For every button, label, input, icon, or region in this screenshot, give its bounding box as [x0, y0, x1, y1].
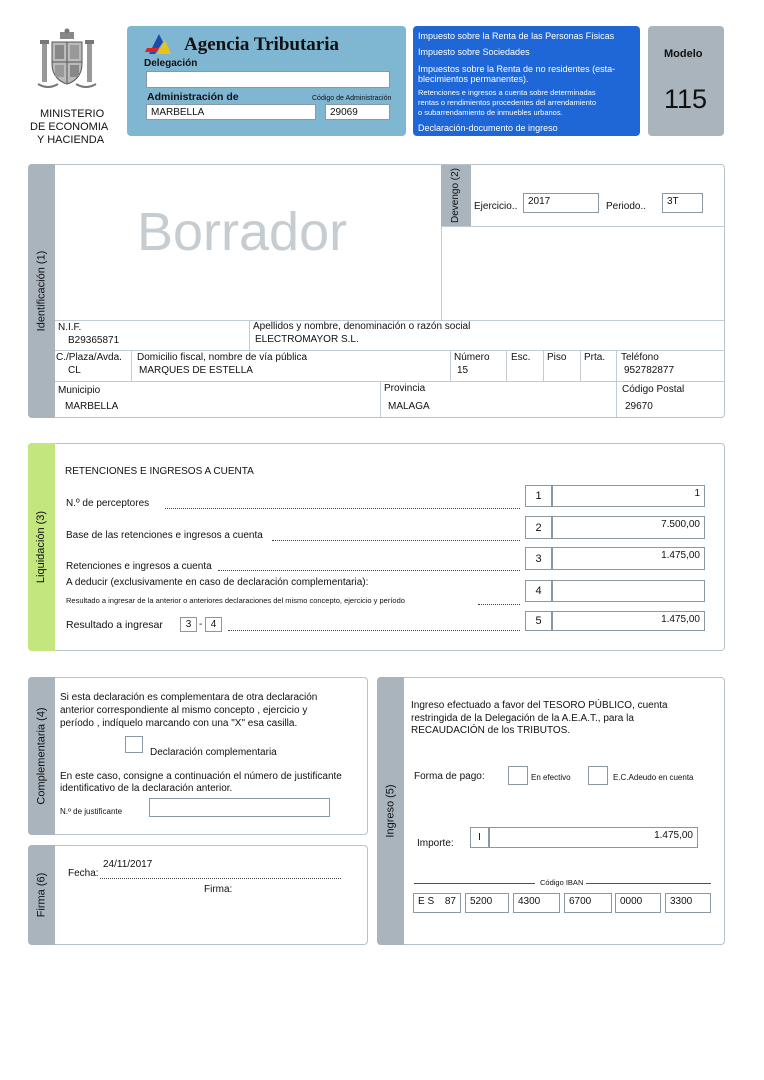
adeudo-checkbox[interactable] — [588, 766, 608, 785]
provincia-label: Provincia — [384, 383, 426, 394]
tax-line-3: Impuestos sobre la Renta de no residentes (esta- — [418, 64, 616, 74]
row2-number: 2 — [525, 516, 552, 539]
firma-label: Firma: — [204, 884, 233, 895]
administracion-label: Administración de — [147, 91, 239, 103]
nif-value[interactable]: B29365871 — [68, 335, 120, 346]
consigne-text-1: En este caso, consigne a continuación el número de justificante — [60, 771, 342, 782]
ingreso-text-1: Ingreso efectuado a favor del TESORO PÚBLICO, cuenta — [411, 700, 668, 711]
iban-group-5[interactable]: 3300 — [665, 893, 711, 913]
importe-label: Importe: — [417, 838, 454, 849]
row5-number: 5 — [525, 611, 552, 631]
id-col-numero — [450, 350, 451, 381]
numero-label: Número — [454, 352, 490, 363]
agency-name: Agencia Tributaria — [184, 34, 339, 55]
firma-panel — [28, 845, 368, 945]
delegacion-label: Delegación — [144, 58, 198, 69]
iban-label: Código IBAN — [540, 878, 584, 887]
devengo-tab: Devengo (2) — [441, 165, 471, 226]
iban-group-4[interactable]: 0000 — [615, 893, 661, 913]
iban-check: 87 — [444, 896, 456, 907]
cp-value[interactable]: 29670 — [625, 401, 653, 412]
nombre-label: Apellidos y nombre, denominación o razón social — [253, 321, 471, 332]
row5-formula-b: 4 — [205, 617, 222, 632]
id-col-prta — [580, 350, 581, 381]
comp-text-2: anterior correspondiente al mismo concepto , ejercicio y — [60, 705, 308, 716]
modelo-label: Modelo — [664, 48, 703, 60]
liquidacion-tab: Liquidación (3) — [28, 443, 55, 651]
periodo-label: Periodo.. — [606, 201, 647, 212]
row4-label-a: A deducir (exclusivamente en caso de declaración complementaria): — [66, 577, 369, 588]
via-value[interactable]: CL — [68, 365, 81, 376]
esc-label: Esc. — [511, 352, 531, 363]
agency-logo-icon — [145, 32, 173, 56]
row5-label: Resultado a ingresar — [66, 619, 163, 631]
delegacion-field[interactable] — [146, 71, 390, 88]
ingreso-text-3: RECAUDACIÓN de los TRIBUTOS. — [411, 725, 571, 736]
row3-dots — [218, 570, 520, 571]
modelo-box — [648, 26, 724, 136]
efectivo-label: En efectivo — [531, 773, 571, 782]
domicilio-value[interactable]: MARQUES DE ESTELLA — [139, 365, 253, 376]
complementaria-tab: Complementaria (4) — [28, 677, 55, 835]
tax-line-7: o subarrendamiento de inmuebles urbanos. — [418, 108, 563, 117]
tax-line-6: rentas o rendimientos procedentes del arrendamiento — [418, 98, 597, 107]
modelo-number: 115 — [664, 84, 708, 114]
ingreso-tab: Ingreso (5) — [377, 677, 404, 945]
iban-country[interactable] — [413, 893, 461, 913]
devengo-divider-h — [441, 226, 724, 227]
domicilio-label: Domicilio fiscal, nombre de vía pública — [137, 352, 308, 363]
fecha-label: Fecha: — [68, 868, 99, 879]
nif-label: N.I.F. — [58, 322, 82, 333]
iban-group-3[interactable]: 6700 — [564, 893, 612, 913]
complementaria-checkbox[interactable] — [125, 736, 143, 753]
row5-formula-a: 3 — [180, 617, 197, 632]
consigne-text-2: identificativo de la declaración anterior. — [60, 783, 233, 794]
telefono-label: Teléfono — [621, 352, 659, 363]
borrador-watermark: Borrador — [137, 202, 348, 262]
row1-number: 1 — [525, 485, 552, 507]
row3-number: 3 — [525, 547, 552, 570]
ministry-line-3: Y HACIENDA — [37, 134, 105, 146]
ejercicio-field[interactable]: 2017 — [523, 193, 599, 213]
iban-group-1[interactable]: 5200 — [465, 893, 509, 913]
iban-prefix: E S — [418, 896, 435, 907]
codigo-admin-field[interactable]: 29069 — [325, 104, 390, 120]
row1-label: N.º de perceptores — [66, 498, 150, 509]
adeudo-label: E.C.Adeudo en cuenta — [613, 773, 694, 782]
importe-prefix: I — [470, 827, 489, 848]
ministry-line-1: MINISTERIO — [40, 108, 105, 120]
cp-label: Código Postal — [622, 384, 685, 395]
iban-rule-left — [414, 883, 535, 884]
forma-pago-label: Forma de pago: — [414, 771, 485, 782]
ejercicio-label: Ejercicio.. — [474, 201, 518, 212]
iban-rule-right — [586, 883, 711, 884]
row2-value[interactable]: 7.500,00 — [552, 516, 705, 539]
efectivo-checkbox[interactable] — [508, 766, 528, 785]
nombre-value[interactable]: ELECTROMAYOR S.L. — [255, 334, 359, 345]
periodo-field[interactable]: 3T — [662, 193, 703, 213]
codigo-admin-label: Código de Administración — [312, 95, 392, 102]
agency-header-box — [127, 26, 406, 136]
municipio-value[interactable]: MARBELLA — [65, 401, 119, 412]
piso-label: Piso — [547, 352, 567, 363]
id-col-nif — [249, 320, 250, 350]
id-col-telefono — [616, 350, 617, 381]
firma-tab: Firma (6) — [28, 845, 55, 945]
tax-line-8: Declaración-documento de ingreso — [418, 123, 558, 133]
telefono-value[interactable]: 952782877 — [624, 365, 675, 376]
identificacion-tab: Identificación (1) — [28, 164, 55, 418]
row5-value[interactable]: 1.475,00 — [552, 611, 705, 631]
row1-dots — [165, 508, 520, 509]
id-col-cp — [616, 381, 617, 417]
iban-group-2[interactable]: 4300 — [513, 893, 560, 913]
comp-text-3: período , indíquelo marcando con una "X" esa casilla. — [60, 718, 298, 729]
row4-label-b: Resultado a ingresar de la anterior o anteriores declaraciones del mismo concepto, ejercicio y período — [66, 596, 405, 605]
ingreso-text-2: restringida de la Delegación de la A.E.A.T., para la — [411, 713, 634, 724]
row4-dots — [478, 604, 520, 605]
justificante-field[interactable] — [149, 798, 330, 817]
via-label: C./Plaza/Avda. — [56, 352, 122, 363]
administracion-field[interactable]: MARBELLA — [146, 104, 316, 120]
coat-of-arms-icon — [36, 28, 98, 94]
row5-formula-op: - — [199, 619, 203, 630]
row2-dots — [272, 540, 520, 541]
numero-value[interactable]: 15 — [457, 365, 469, 376]
row5-dots — [228, 630, 520, 631]
id-row-line-3 — [55, 381, 724, 382]
provincia-value[interactable]: MALAGA — [388, 401, 430, 412]
id-col-via — [131, 350, 132, 381]
tax-line-4: blecimientos permanentes). — [418, 74, 529, 84]
row1-value[interactable]: 1 — [552, 485, 705, 507]
tax-types-box — [413, 26, 640, 136]
row3-label: Retenciones e ingresos a cuenta — [66, 561, 212, 572]
ministry-line-2: DE ECONOMIA — [30, 121, 109, 133]
prta-label: Prta. — [584, 352, 606, 363]
municipio-label: Municipio — [58, 385, 101, 396]
importe-value[interactable]: 1.475,00 — [489, 827, 698, 848]
fecha-dots — [100, 878, 341, 879]
row4-number: 4 — [525, 580, 552, 602]
id-col-provincia — [380, 381, 381, 417]
row2-label: Base de las retenciones e ingresos a cuenta — [66, 530, 263, 541]
complementaria-checkbox-label: Declaración complementaria — [150, 747, 277, 758]
tax-line-1: Impuesto sobre la Renta de las Personas Físicas — [418, 31, 615, 41]
tax-line-2: Impuesto sobre Sociedades — [418, 47, 530, 57]
fecha-value[interactable]: 24/11/2017 — [103, 859, 153, 870]
liquidacion-heading: RETENCIONES E INGRESOS A CUENTA — [65, 466, 254, 477]
tax-line-5: Retenciones e ingresos a cuenta sobre determinadas — [418, 88, 596, 97]
id-col-piso — [543, 350, 544, 381]
row3-value[interactable]: 1.475,00 — [552, 547, 705, 570]
id-col-esc — [506, 350, 507, 381]
id-row-line-2 — [55, 350, 724, 351]
row4-value[interactable] — [552, 580, 705, 602]
comp-text-1: Si esta declaración es complementara de otra declaración — [60, 692, 318, 703]
justificante-label: N.º de justificante — [60, 807, 123, 816]
